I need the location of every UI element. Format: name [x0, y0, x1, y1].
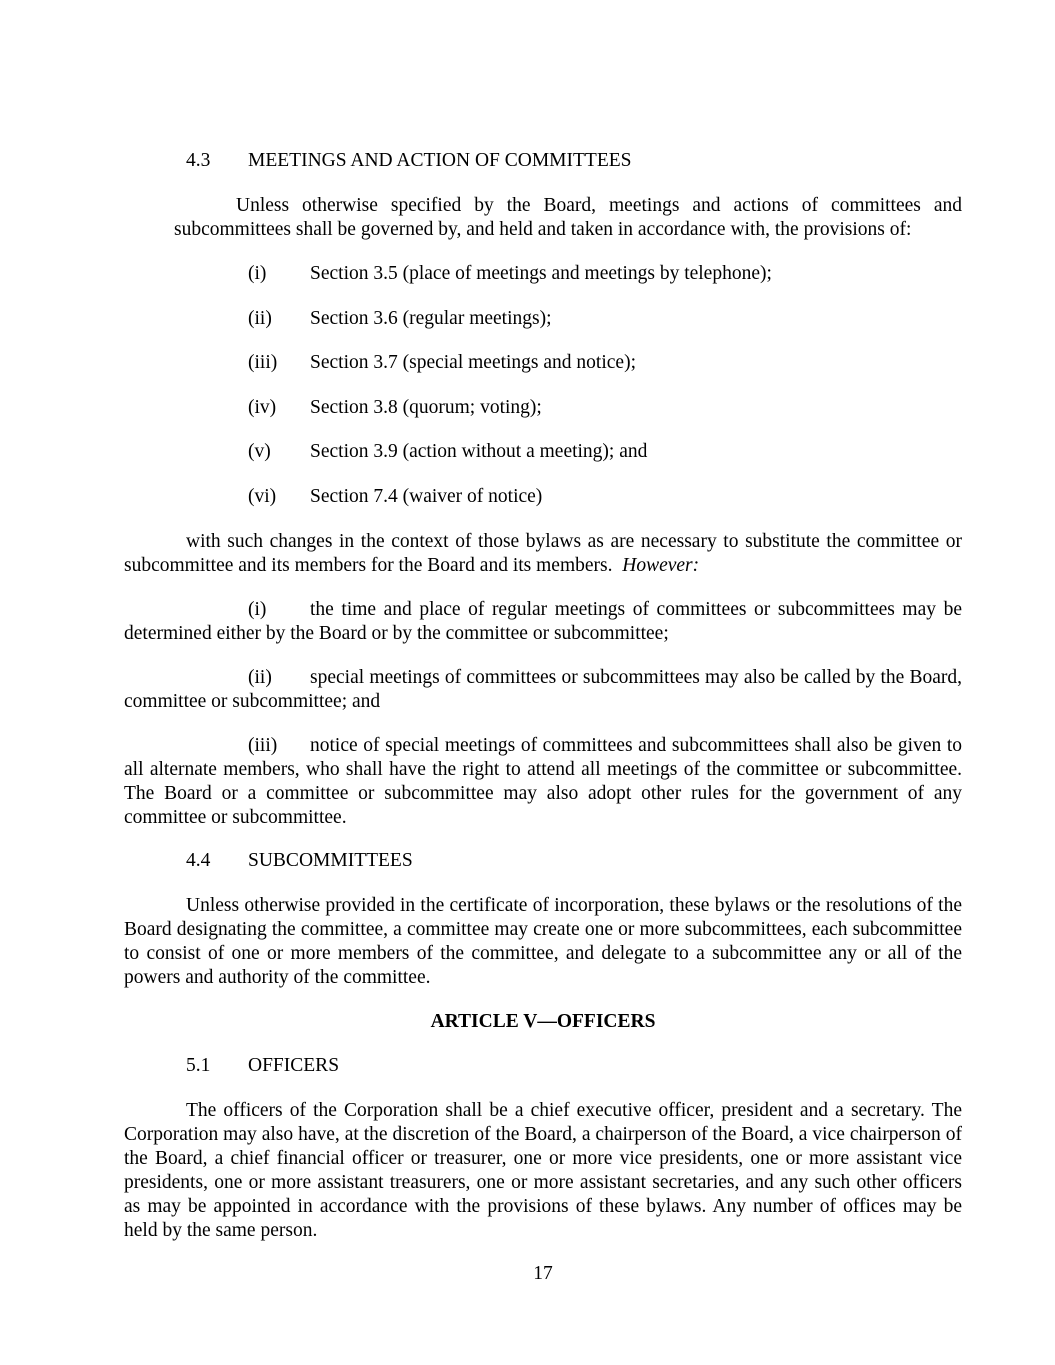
page-number: 17 [533, 1263, 553, 1284]
list-item-text: Section 3.6 (regular meetings); [310, 308, 552, 329]
list-item-label: (v) [248, 441, 271, 462]
section-number: 4.3 [186, 150, 211, 171]
section-number: 4.4 [186, 850, 211, 871]
list-item-text: special meetings of committees or subcommittees may also be called by the Board, committee or subcommittee; and [124, 667, 962, 712]
section-number: 5.1 [186, 1055, 211, 1076]
list-item-label: (vi) [248, 486, 277, 507]
section-4-3-intro: Unless otherwise specified by the Board, meetings and actions of committees and subcommittees shall be governed by, and held and taken in accordance with, the provisions of: [174, 195, 962, 240]
list-item-text: the time and place of regular meetings of committees or subcommittees may be determined either by the Board or by the committee or subcommittee; [124, 599, 962, 644]
section-4-4-body: Unless otherwise provided in the certificate of incorporation, these bylaws or the resolutions of the Board designating the committee, a committee may create one or more subcommittees, each subcommittee to consist of one or more members of the committee, and delegate to a subcommittee any or all of the powers and authority of the committee. [124, 895, 962, 988]
list-item [124, 734, 962, 830]
article-title: ARTICLE V—OFFICERS [430, 1011, 656, 1032]
list-item-text: notice of special meetings of committees and subcommittees shall also be given to all alternate members, who shall have the right to attend all meetings of the committee or subcommittee. The Board or a committee or subcommittee may also adopt other rules for the government of any committee or subcommittee. [124, 735, 962, 828]
changes-paragraph [124, 530, 962, 578]
list-item-label: (ii) [248, 308, 272, 329]
list-item-label: (iv) [248, 397, 277, 418]
changes-text: with such changes in the context of those bylaws as are necessary to substitute the committee or subcommittee and its members for the Board and its members. [124, 531, 962, 576]
list-item-label: (i) [248, 599, 267, 620]
list-item-text: Section 3.8 (quorum; voting); [310, 397, 542, 418]
section-title: SUBCOMMITTEES [248, 850, 413, 871]
section-5-1-body: The officers of the Corporation shall be a chief executive officer, president and a secretary. The Corporation may also have, at the discretion of the Board, a chairperson of the Board, a vice chairperson of the Board, a chief financial officer or treasurer, one or more vice presidents, one or more assistant vice presidents, one or more assistant treasurers, one or more assistant secretaries, and any such other officers as may be appointed in accordance with the provisions of these bylaws. Any number of offices may be held by the same person. [124, 1100, 962, 1241]
list-item-text: Section 3.9 (action without a meeting); and [310, 441, 648, 462]
list-item-label: (iii) [248, 735, 278, 756]
list-item-text: Section 3.5 (place of meetings and meetings by telephone); [310, 263, 772, 284]
list-item-text: Section 7.4 (waiver of notice) [310, 486, 543, 507]
list-item [124, 598, 962, 646]
list-item-label: (iii) [248, 352, 278, 373]
however-text: However: [622, 555, 700, 576]
list-item [124, 666, 962, 714]
list-item-label: (ii) [248, 667, 272, 688]
section-title: OFFICERS [248, 1055, 340, 1076]
list-item-text: Section 3.7 (special meetings and notice); [310, 352, 636, 373]
list-item-label: (i) [248, 263, 267, 284]
section-title: MEETINGS AND ACTION OF COMMITTEES [248, 150, 632, 171]
